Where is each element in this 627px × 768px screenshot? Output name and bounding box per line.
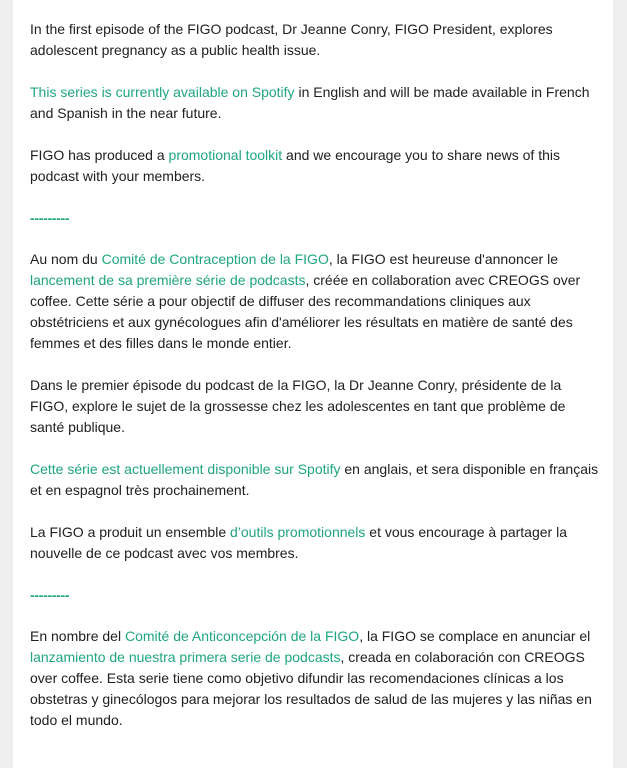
- french-toolkit-paragraph: [30, 522, 600, 564]
- french-intro-paragraph: [30, 249, 600, 354]
- french-toolkit-before: La FIGO a produit un ensemble: [30, 524, 230, 540]
- section-divider: ---------: [30, 587, 70, 603]
- french-toolkit-after: et vous encourage à partager la nouvelle de ce podcast avec vos membres.: [30, 524, 567, 561]
- french-availability-text: en anglais, et sera disponible en français et en espagnol très prochainement.: [30, 461, 599, 498]
- french-episode-paragraph: Dans le premier épisode du podcast de la FIGO, la Dr Jeanne Conry, présidente de la FIGO, explore le sujet de la grossesse chez les adolescentes en tant que problème de santé publique.: [30, 377, 566, 435]
- english-toolkit-before: FIGO has produced a: [30, 147, 169, 163]
- english-availability-paragraph: [30, 82, 600, 124]
- french-podcast-launch-link[interactable]: lancement de sa première série de podcasts: [30, 272, 306, 288]
- spotify-link-english[interactable]: This series is currently available on Spotify: [30, 84, 295, 100]
- spanish-committee-link[interactable]: Comité de Anticoncepción de la FIGO: [124, 628, 360, 644]
- french-promotional-tools-link[interactable]: d’outils promotionnels: [230, 524, 366, 540]
- french-intro-after: , créée en collaboration avec CREOGS over coffee. Cette série a pour objectif de diffuser des recommandations cliniques aux obstétriciens et aux gynécologues afin d'améliorer les résultats en matière de santé des femmes et des filles dans le monde entier.: [30, 272, 581, 351]
- section-divider: ---------: [30, 210, 70, 226]
- french-availability-paragraph: [30, 459, 600, 501]
- spotify-link-french[interactable]: Cette série est actuellement disponible sur Spotify: [30, 461, 341, 477]
- promotional-toolkit-link[interactable]: promotional toolkit: [168, 147, 283, 163]
- email-content: [30, 0, 600, 752]
- email-body-card: [13, 0, 613, 768]
- spanish-intro-after: , creada en colaboración con CREOGS over coffee. Esta serie tiene como objetivo difundir las recomendaciones clínicas a los obstetras y ginecólogos para mejorar los resultados de salud de las mujeres y las niñas en todo el mundo.: [30, 649, 592, 728]
- french-intro-mid: , la FIGO est heureuse d'annoncer le: [328, 251, 558, 267]
- english-episode-paragraph: In the first episode of the FIGO podcast, Dr Jeanne Conry, FIGO President, explores adolescent pregnancy as a public health issue.: [30, 21, 553, 58]
- english-toolkit-after: and we encourage you to share news of this podcast with your members.: [30, 147, 560, 184]
- spanish-podcast-launch-link[interactable]: lanzamiento de nuestra primera serie de podcasts: [30, 649, 341, 665]
- spanish-intro-mid: , la FIGO se complace en anunciar el: [359, 628, 591, 644]
- english-availability-text: in English and will be made available in French and Spanish in the near future.: [30, 84, 590, 121]
- spanish-intro-paragraph: [30, 626, 600, 731]
- spanish-intro-before: En nombre del: [30, 628, 125, 644]
- french-committee-link[interactable]: Comité de Contraception de la FIGO: [101, 251, 329, 267]
- french-intro-before: Au nom du: [30, 251, 102, 267]
- english-toolkit-paragraph: [30, 145, 600, 187]
